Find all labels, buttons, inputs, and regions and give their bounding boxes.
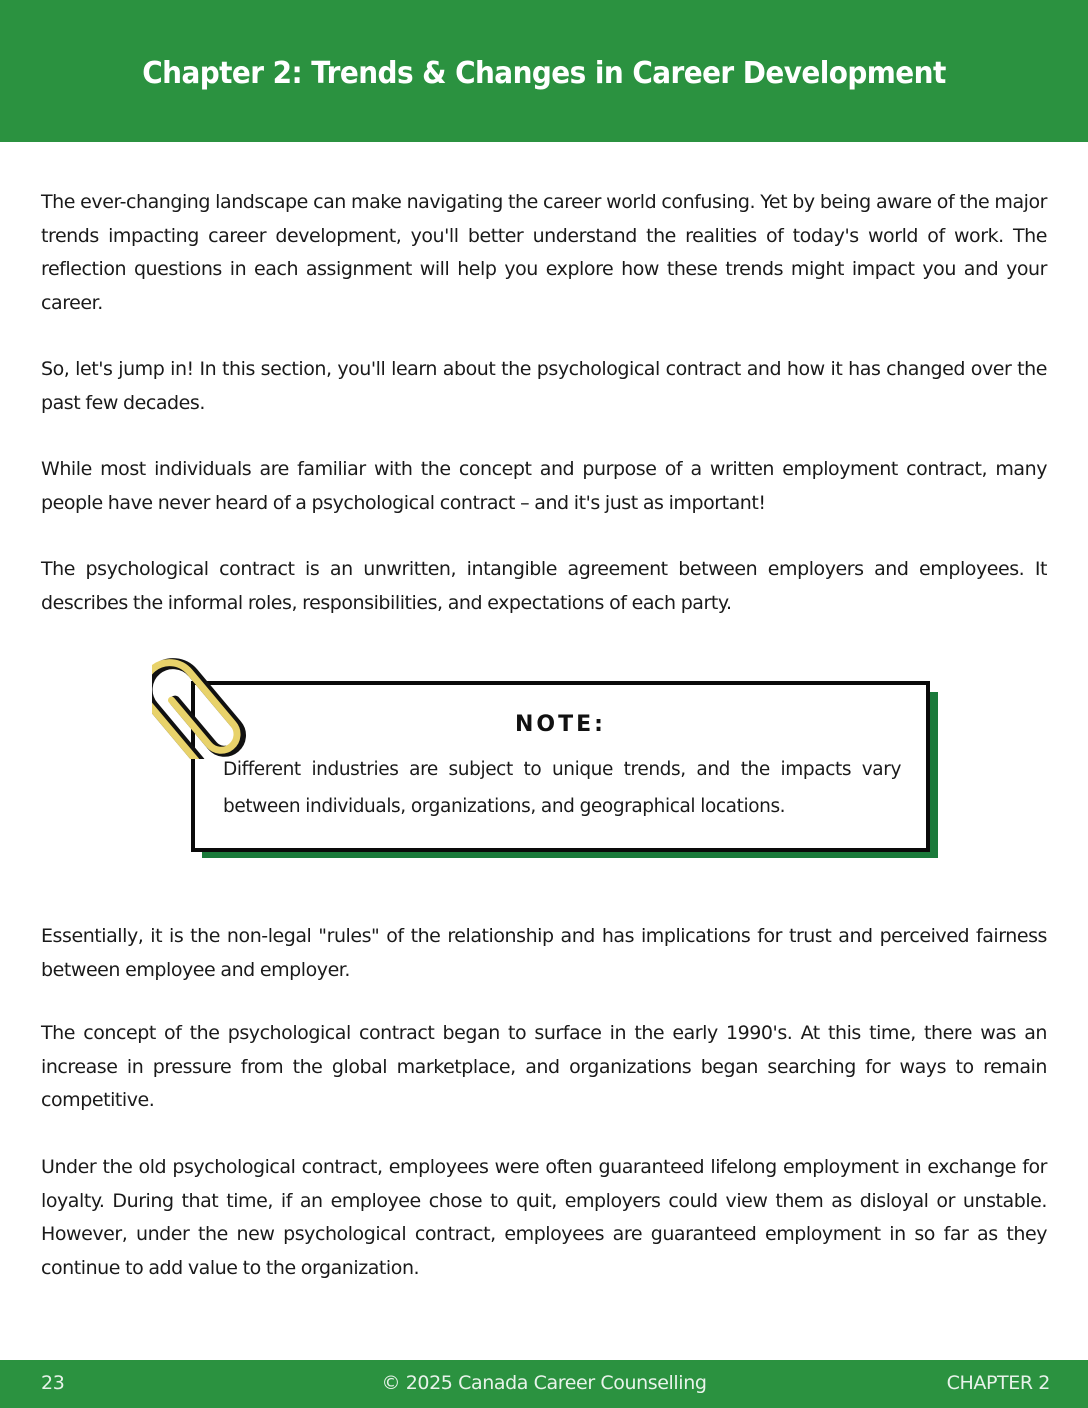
jump-in-paragraph: So, let's jump in! In this section, you'll learn about the psychological contract and how it has changed over the past few decades.	[41, 358, 1047, 414]
intro-paragraph: The ever-changing landscape can make navigating the career world confusing. Yet by being aware of the major trends impacting career development, you'll better understand the realities of today's world of work. The reflection questions in each assignment will help you explore how these trends might impact you and your career.	[41, 191, 1047, 314]
chapter-label: CHAPTER 2	[946, 1372, 1050, 1394]
rules-paragraph: Essentially, it is the non-legal "rules" of the relationship and has implications for trust and perceived fairness between employee and employer.	[41, 925, 1047, 981]
copyright-notice: © 2025 Canada Career Counselling	[381, 1372, 707, 1394]
page-number: 23	[41, 1372, 65, 1394]
note-box	[191, 681, 930, 852]
chapter-title: Chapter 2: Trends & Changes in Career Development	[142, 55, 946, 91]
history-paragraph: The concept of the psychological contract began to surface in the early 1990's. At this time, there was an increase in pressure from the global marketplace, and organizations began searching for ways to remain competitive.	[41, 1022, 1047, 1111]
note-body: Different industries are subject to unique trends, and the impacts vary between individuals, organizations, and geographical locations.	[223, 759, 901, 817]
written-contract-paragraph: While most individuals are familiar with the concept and purpose of a written employment contract, many people have never heard of a psychological contract – and it's just as important!	[41, 458, 1047, 514]
page-footer	[0, 1360, 1088, 1408]
definition-paragraph: The psychological contract is an unwritten, intangible agreement between employers and employees. It describes the informal roles, responsibilities, and expectations of each party.	[41, 558, 1047, 614]
chapter-header	[0, 0, 1088, 142]
paperclip-icon	[152, 643, 276, 759]
note-title: NOTE:	[515, 712, 606, 737]
old-vs-new-paragraph: Under the old psychological contract, employees were often guaranteed lifelong employment in exchange for loyalty. During that time, if an employee chose to quit, employers could view them as disloyal or unstable. However, under the new psychological contract, employees are guaranteed employment in so far as they continue to add value to the organization.	[41, 1156, 1047, 1279]
